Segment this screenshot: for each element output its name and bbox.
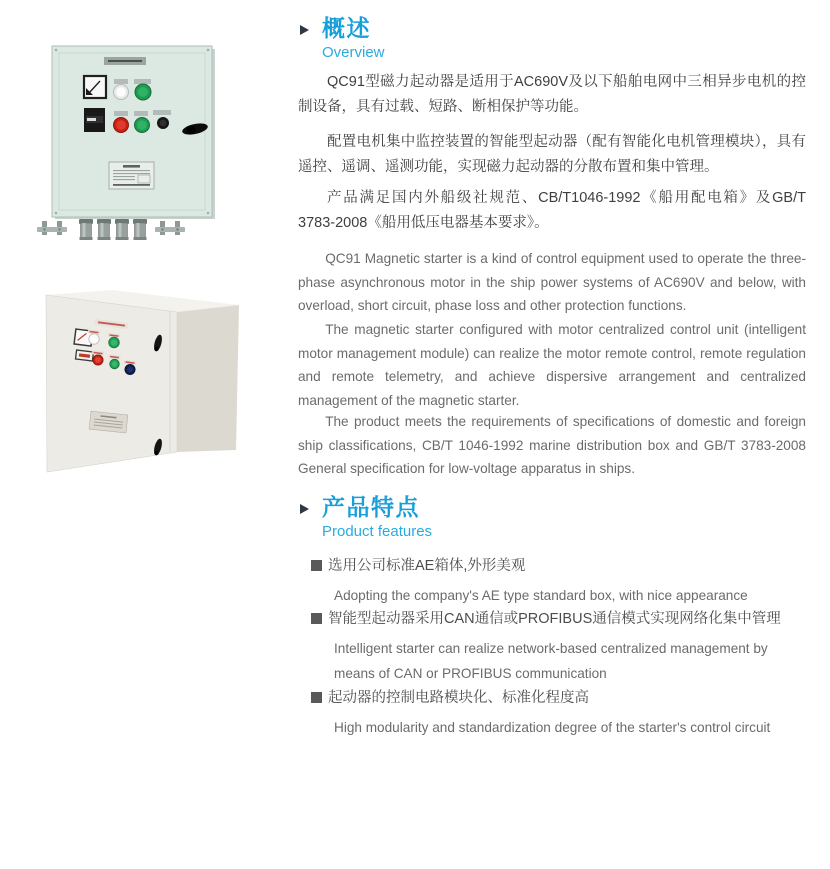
feature-text-en: Intelligent starter can realize network-based centralized management by means of CAN or PROFIBUS communication [334, 641, 768, 681]
feature-item-cn [311, 610, 806, 628]
product-photo-front-view [30, 40, 260, 250]
feature-item-cn [311, 689, 806, 707]
overview-paragraph-cn-1: QC91型磁力起动器是适用于AC690V及以下船舶电网中三相异步电机的控制设备，具有过载、短路、断相保护等功能。 [298, 74, 806, 115]
overview-header [298, 16, 618, 68]
content-column [298, 0, 806, 869]
bullet-square-icon [311, 613, 322, 624]
bullet-square-icon [311, 560, 322, 571]
section-marker-icon [300, 25, 309, 35]
overview-title-en: Overview [322, 44, 385, 61]
features-header [298, 495, 618, 547]
starter-cabinet-front-illustration [30, 40, 260, 250]
starter-cabinet-angled-illustration [40, 280, 250, 485]
overview-paragraph-en-1: QC91 Magnetic starter is a kind of control equipment used to operate the three-phase asynchronous motor in the ship power systems of AC690V and below, with overload, short circuit, phase loss and other protection functions. [298, 251, 806, 313]
feature-text-en: High modularity and standardization degree of the starter's control circuit [334, 720, 771, 735]
feature-text-cn: 智能型起动器采用CAN通信或PROFIBUS通信模式实现网络化集中管理 [328, 611, 781, 627]
overview-paragraph-cn-3: 产品满足国内外船级社规范、CB/T1046-1992《船用配电箱》及GB/T 3783-2008《船用低压电器基本要求》。 [298, 190, 806, 231]
bullet-square-icon [311, 692, 322, 703]
overview-title-cn: 概述 [322, 15, 371, 41]
overview-paragraph-en-2: The magnetic starter configured with motor centralized control unit (intelligent motor management module) can realize the motor remote control, remote regulation and remote telemetry, and achieve dispersive arrangement and centralized management of the magnetic starter. [298, 322, 806, 408]
feature-item-cn [311, 557, 806, 575]
product-photo-angled-view [40, 280, 250, 485]
feature-text-en: Adopting the company's AE type standard box, with nice appearance [334, 588, 748, 603]
features-title-cn: 产品特点 [322, 494, 420, 520]
feature-text-cn: 选用公司标准AE箱体,外形美观 [328, 558, 526, 574]
section-marker-icon [300, 504, 309, 514]
overview-paragraph-en-3: The product meets the requirements of specifications of domestic and foreign ship classifications, CB/T 1046-1992 marine distribution box and GB/T 3783-2008 General specification for low-voltage apparatus in ships. [298, 414, 806, 476]
overview-paragraph-cn-2: 配置电机集中监控装置的智能型起动器（配有智能化电机管理模块），具有遥控、遥调、遥测功能，实现磁力起动器的分散布置和集中管理。 [298, 134, 806, 175]
feature-text-cn: 起动器的控制电路模块化、标准化程度高 [328, 690, 589, 706]
features-title-en: Product features [322, 523, 433, 540]
